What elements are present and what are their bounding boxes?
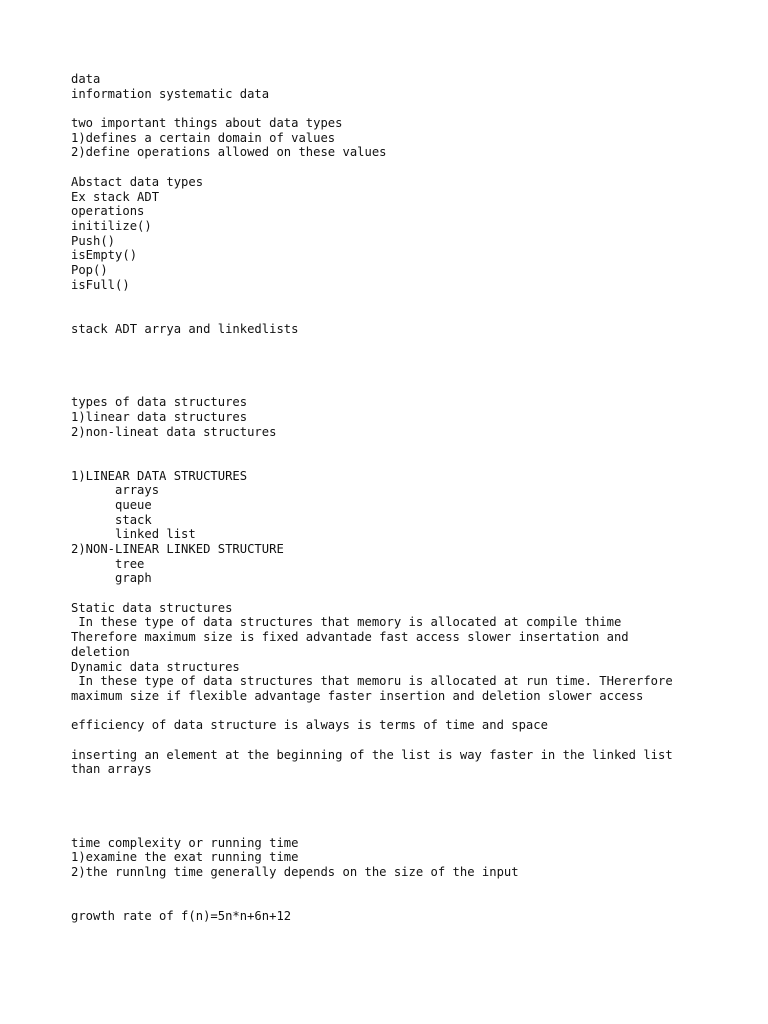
text-line: In these type of data structures that memoru is allocated at run time. THererfore: [71, 674, 673, 689]
text-line: In these type of data structures that memory is allocated at compile thime: [71, 615, 622, 630]
blank-line: [71, 351, 751, 366]
blank-line: [71, 336, 751, 351]
text-line: Ex stack ADT: [71, 189, 160, 204]
text-line: growth rate of f(n)=5n*n+6n+12: [71, 909, 292, 924]
text-line: Static data structures: [71, 600, 233, 615]
text-line: Dynamic data structures: [71, 659, 240, 674]
text-line: types of data structures: [71, 395, 248, 410]
text-line: deletion: [71, 644, 130, 659]
text-line: arrays: [71, 483, 160, 498]
text-line: two important things about data types: [71, 116, 343, 131]
text-line: 2)NON-LINEAR LINKED STRUCTURE: [71, 542, 284, 556]
text-line: time complexity or running time: [71, 835, 299, 850]
blank-line: [71, 821, 751, 836]
blank-line: [71, 895, 751, 910]
blank-line: [71, 160, 751, 175]
text-line: isEmpty(): [71, 248, 138, 263]
text-line: maximum size if flexible advantage faster insertion and deletion slower access: [71, 688, 644, 703]
blank-line: [71, 292, 751, 307]
blank-line: [71, 777, 751, 792]
blank-line: [71, 454, 751, 469]
text-line: stack: [71, 512, 152, 527]
text-line: 2)define operations allowed on these values: [71, 145, 387, 160]
blank-line: [71, 733, 751, 748]
text-line: stack ADT arrya and linkedlists: [71, 321, 299, 336]
blank-line: [71, 704, 751, 719]
text-line: 2)the runnlng time generally depends on the size of the input: [71, 865, 519, 880]
text-line: 1)examine the exat running time: [71, 850, 299, 865]
text-line: queue: [71, 497, 152, 512]
text-line: initilize(): [71, 218, 152, 233]
blank-line: [71, 806, 751, 821]
blank-line: [71, 586, 751, 601]
text-line: Abstact data types: [71, 174, 204, 189]
blank-line: [71, 880, 751, 895]
document-text: [71, 72, 751, 924]
text-line: 2)non-lineat data structures: [71, 424, 277, 439]
text-line: tree: [71, 556, 145, 571]
text-line: Pop(): [71, 262, 108, 277]
blank-line: [71, 101, 751, 116]
text-line: information systematic data: [71, 86, 270, 101]
text-line: efficiency of data structure is always is terms of time and space: [71, 718, 548, 733]
blank-line: [71, 792, 751, 807]
text-line: 1)defines a certain domain of values: [71, 130, 336, 145]
document-page: [71, 72, 751, 924]
blank-line: [71, 366, 751, 381]
blank-line: [71, 380, 751, 395]
blank-line: [71, 307, 751, 322]
text-line: operations: [71, 204, 145, 219]
text-line: graph: [71, 571, 152, 586]
text-line: Therefore maximum size is fixed advantade fast access slower insertation and: [71, 630, 629, 645]
text-line: data: [71, 72, 101, 86]
text-line: inserting an element at the beginning of the list is way faster in the linked list: [71, 747, 673, 762]
text-line: 1)LINEAR DATA STRUCTURES: [71, 468, 248, 483]
text-line: 1)linear data structures: [71, 409, 248, 424]
text-line: linked list: [71, 527, 196, 542]
text-line: isFull(): [71, 277, 130, 292]
text-line: Push(): [71, 233, 116, 248]
blank-line: [71, 439, 751, 454]
text-line: than arrays: [71, 762, 152, 777]
